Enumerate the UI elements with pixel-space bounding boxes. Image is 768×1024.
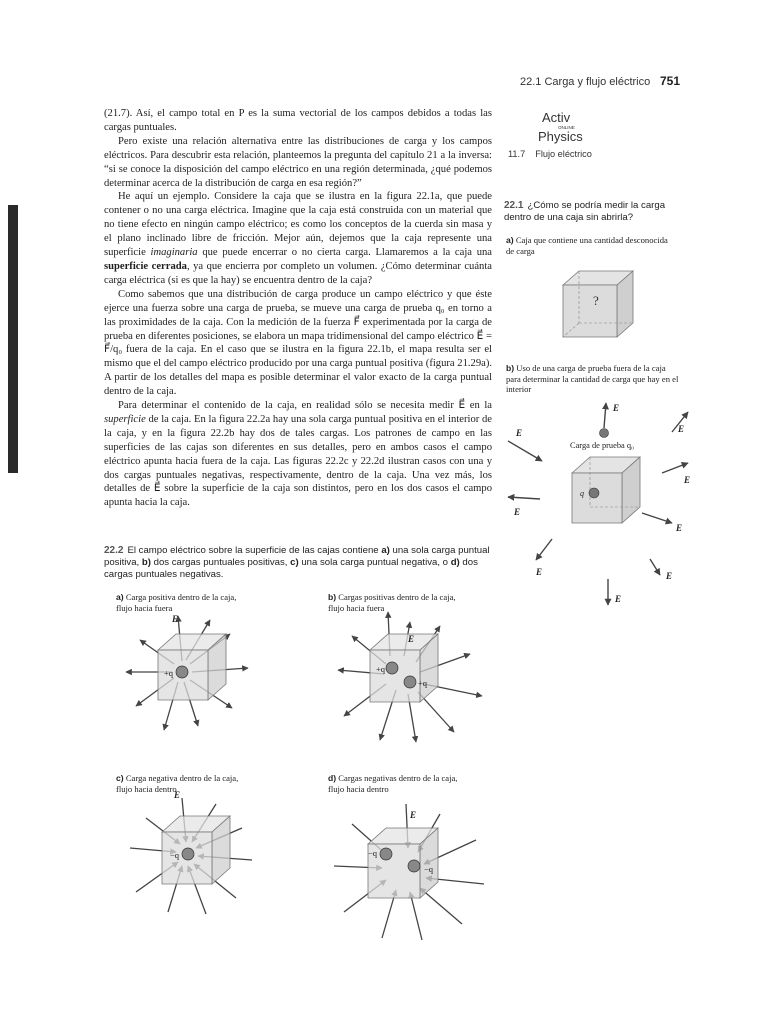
e-label: E⃗: [516, 428, 530, 438]
charge-label: +q: [418, 678, 428, 688]
figure-22-2-caption: 22.2 El campo eléctrico sobre la superficie de las cajas contiene a) una sola carga puntual positiva, b) dos cargas puntuales positivas, c) una sola carga puntual negativa, o d) dos cargas puntuales negativas.: [104, 545, 490, 580]
field-arrow: [642, 513, 672, 523]
paragraph-4: Como sabemos que una distribución de carga produce un campo eléctrico y que éste ejerce una fuerza sobre una carga de prueba, se mueve una carga de prueba q₀ en torno a las proximidades de la caja. Con la medición de la fuerza F⃗ experimentada por la carga de prueba en diferentes posiciones, se elabora un mapa tridimensional del campo eléctrico E⃗ = F⃗/q₀ fuera de la caja. En el caso que se ilustra en la figura 22.1b, el mapa resulta ser el mismo que el del campo eléctrico producido por una carga puntual positiva (figura 21.29a). A partir de los detalles del mapa es posible determinar el valor exacto de la carga puntual dentro de la caja.: [104, 288, 492, 398]
e-label: E⃗: [684, 475, 698, 485]
e-label: E⃗: [536, 567, 550, 577]
positive-charge-dot: [176, 666, 188, 678]
e-label: E⃗: [613, 403, 627, 413]
charge-label: −q: [368, 848, 378, 858]
figure-22-2c-label: c) Carga negativa dentro de la caja, flujo hacia dentro: [116, 773, 239, 794]
e-label: E⃗: [676, 523, 690, 533]
negative-charge-dot: [380, 848, 392, 860]
e-label: E⃗: [666, 571, 680, 581]
figure-22-1-caption: 22.1 ¿Cómo se podría medir la carga dentro de una caja sin abrirla?: [504, 200, 666, 223]
margin-tab-bar: [8, 205, 18, 473]
figure-22-2d-diagram: [330, 800, 490, 942]
paragraph-2: Pero existe una relación alternativa entre las distribuciones de carga y los campos eléctricos. Para descubrir esta relación, planteemos la pregunta del capítulo 21 a la inversa: “si se conoce la disposición del campo eléctrico en una región determinada, ¿qué podemos determinar acerca de la distribución de carga en esa región?”: [104, 135, 492, 189]
inner-charge-label: q: [580, 489, 584, 498]
figure-22-2a-label: a) Carga positiva dentro de la caja, flujo hacia fuera: [116, 592, 237, 613]
charge-label: −q: [424, 864, 434, 874]
item-title: Flujo eléctrico: [535, 149, 592, 159]
negative-charge-dot: [182, 848, 194, 860]
field-arrow: [662, 463, 688, 473]
figure-22-1a-label: a) Caja que contiene una cantidad desconocida de carga: [506, 235, 668, 256]
e-label: E⃗: [410, 810, 424, 820]
e-label: E⃗: [514, 507, 528, 517]
negative-charge-dot: [408, 860, 420, 872]
activphysics-logo[interactable]: [536, 108, 596, 144]
e-label: E⃗: [174, 790, 188, 800]
item-number: 11.7: [508, 149, 526, 159]
figure-22-2b-label: b) Cargas positivas dentro de la caja, flujo hacia fuera: [328, 592, 456, 613]
activphysics-item[interactable]: [508, 149, 592, 159]
running-head: [520, 76, 650, 88]
charge-label: +q: [164, 668, 174, 678]
e-label: E⃗: [172, 614, 186, 624]
charge-label: +q: [376, 664, 386, 674]
field-arrow: [650, 559, 660, 575]
body-text: [104, 107, 492, 510]
figure-22-1b-label: b) Uso de una carga de prueba fuera de la caja para determinar la cantidad de carga que hay en el interior: [506, 363, 679, 395]
figure-22-2b-diagram: [330, 606, 490, 746]
inner-charge-dot: [589, 488, 599, 498]
figure-22-2d-label: d) Cargas negativas dentro de la caja, flujo hacia dentro: [328, 773, 458, 794]
figure-22-2c-diagram: [124, 788, 264, 918]
figure-22-2a-diagram: [120, 606, 260, 736]
unknown-charge-mark: ?: [593, 293, 599, 308]
paragraph-1: (21.7). Así, el campo total en P es la suma vectorial de los campos debidos a todas las cargas puntuales.: [104, 108, 492, 133]
logo-top-text: Activ: [542, 110, 571, 125]
test-charge-label: Carga de prueba q₀: [570, 441, 634, 450]
positive-charge-dot: [386, 662, 398, 674]
page-number: 751: [660, 74, 681, 88]
charge-label: −q: [170, 850, 180, 860]
positive-charge-dot: [404, 676, 416, 688]
section-title: 22.1 Carga y flujo eléctrico: [520, 76, 651, 88]
e-label: E⃗: [615, 594, 629, 604]
logo-bottom-text: Physics: [538, 129, 583, 144]
field-arrow: [536, 539, 552, 560]
figure-22-1a-box: [555, 265, 640, 345]
field-arrow: [508, 497, 540, 499]
field-arrow: [604, 403, 606, 428]
figure-22-1b-diagram: [500, 395, 700, 610]
paragraph-3: He aquí un ejemplo. Considere la caja que se ilustra en la figura 22.1a, que puede contener o no una carga eléctrica. Imagine que la caja está construida con un material que no tiene efecto en ningún campo eléctrico; es como los conceptos de la cuerda sin masa y el plano inclinado libre de fricción. Mejor aún, dejemos que la caja represente una superficie imaginaria que puede encerrar o no cierta carga. Llamaremos a la caja una superficie cerrada, ya que encierra por completo un volumen. ¿Cómo determinar cuánta carga eléctrica (si es que la hay) se encuentra dentro de la caja?: [104, 191, 493, 286]
paragraph-5: Para determinar el contenido de la caja, en realidad sólo se necesita medir E⃗ en la superficie de la caja. En la figura 22.2a hay una sola carga puntual positiva en el interior de la caja, y en la figura 22.2b hay dos de tales cargas. Los patrones de campo en las superficies de las cajas son diferentes en sus detalles, pero en ambos casos el campo eléctrico apunta hacia fuera de la caja. Las figuras 22.2c y 22.2d ilustran casos con una y dos cargas puntuales negativas, respectivamente, dentro de la caja. Una vez más, los detalles de E⃗ sobre la superficie de la caja son distintos, pero en los dos casos el campo apunta hacia la caja.: [104, 400, 492, 509]
test-charge-dot: [600, 429, 609, 438]
logo-online-text: ONLINE: [558, 125, 575, 130]
e-label: E⃗: [408, 634, 422, 644]
e-label: E⃗: [678, 424, 692, 434]
field-arrow: [508, 441, 542, 461]
